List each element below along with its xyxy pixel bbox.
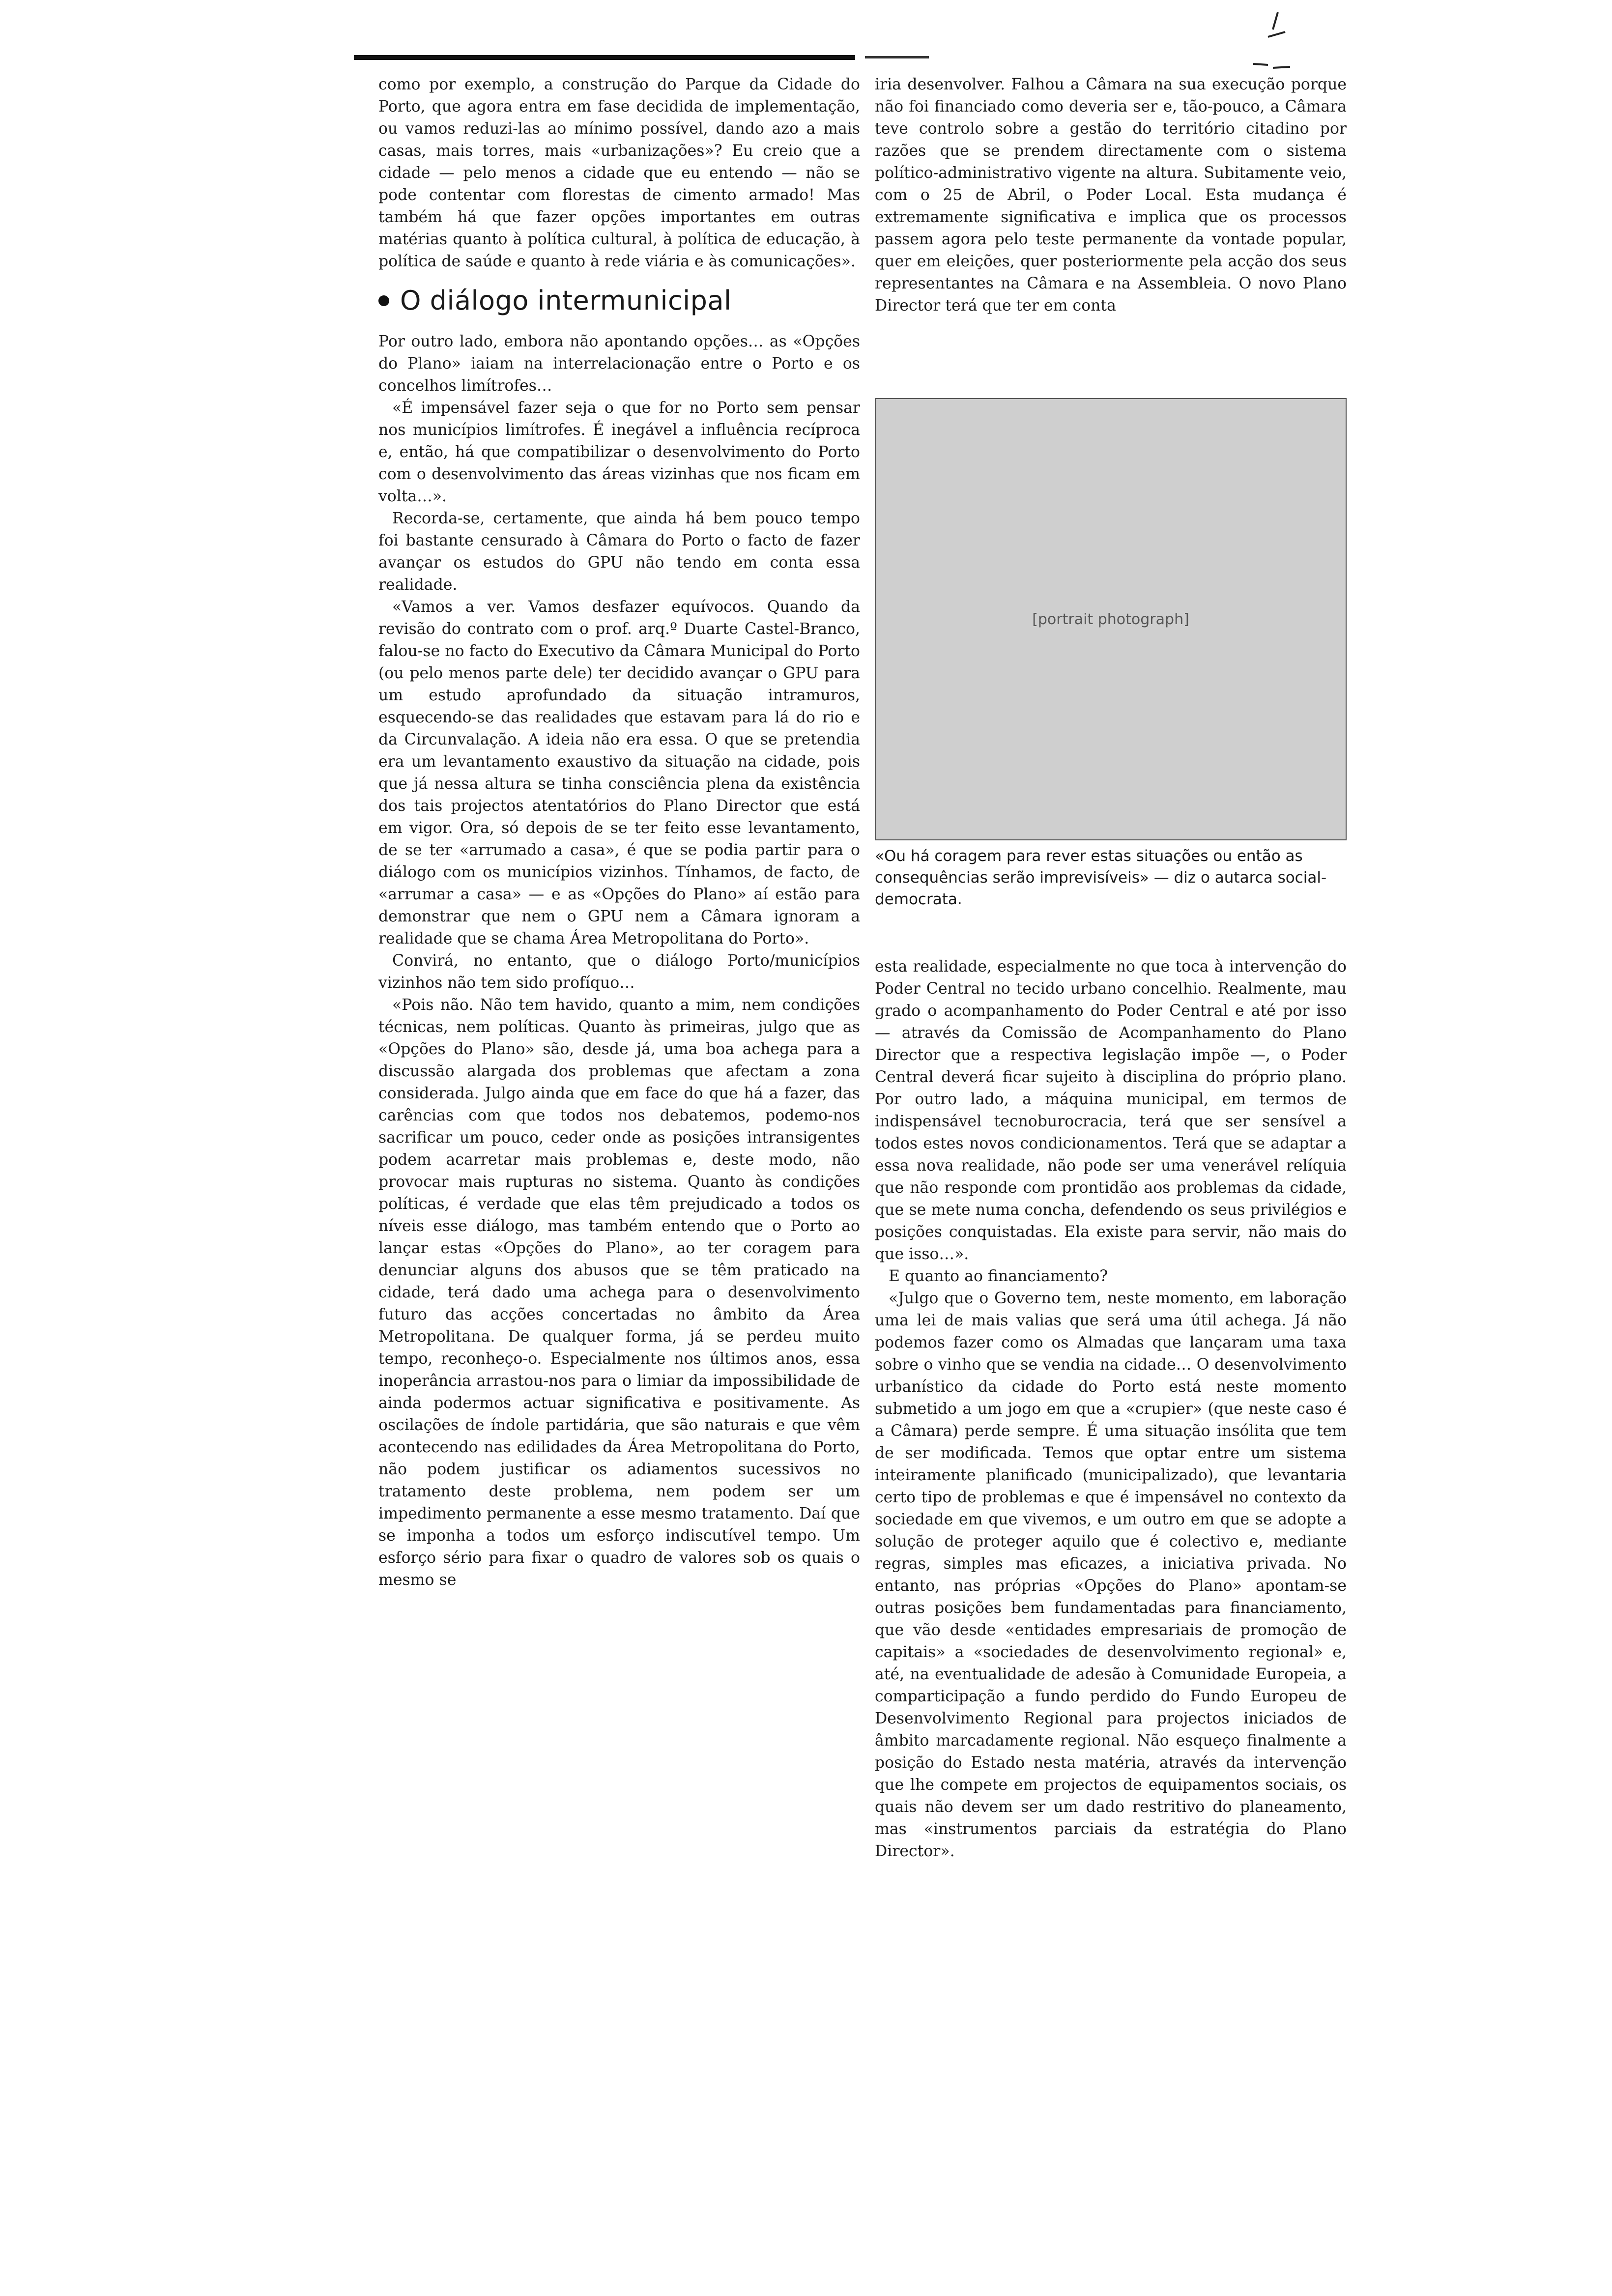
- handwritten-mark: [1238, 10, 1293, 74]
- photo-caption: «Ou há coragem para rever estas situações ou então as consequências serão imprevisíveis» — diz o autarca social-democrata.: [875, 847, 1327, 908]
- bullet-icon: [378, 295, 389, 306]
- paragraph: «Julgo que o Governo tem, neste momento, em laboração uma lei de mais valias que será uma útil achega. Já não podemos fazer como os Almadas que lançaram uma taxa sobre o vinho que se vendia na cidade… O desenvolvimento urbanístico da cidade do Porto está neste momento submetido a um jogo em que a «crupier» (que neste caso é a Câmara) perde sempre. É uma situação insólita que tem de ser modificada. Temos que optar entre um sistema inteiramente planificado (municipalizado), que levantaria certo tipo de problemas e que é impensável no contexto da sociedade em que vivemos, e um outro em que se adopte a solução de proteger aquilo que é colectivo e, mediante regras, simples mas eficazes, a iniciativa privada. No entanto, nas próprias «Opções do Plano» apontam-se outras posições bem fundamentadas para financiamento, que vão desde «entidades empresariais de promoção de capitais» a «sociedades de desenvolvimento regional» e, até, na eventualidade de adesão à Comunidade Europeia, a comparticipação a fundo perdido do Fundo Europeu de Desenvolvimento Regional para projectos iniciados de âmbito marcadamente regional. Não esqueço finalmente a posição do Estado nesta matéria, através da intervenção que lhe compete em projectos de equipamentos sociais, os quais não devem ser um dado restritivo do planeamento, mas «instrumentos parciais da estratégia do Plano Director».: [875, 1290, 1347, 1860]
- column-right-top: [875, 74, 1347, 317]
- section-subhead: [378, 286, 860, 316]
- portrait-photo: [portrait photograph]: [875, 398, 1347, 840]
- top-rule: [354, 55, 855, 60]
- paragraph: iria desenvolver. Falhou a Câmara na sua execução porque não foi financiado como deveria ser e, tão-pouco, a Câmara teve controlo sobre a gestão do território citadino por razões que se prendem directamente com o sistema político-administrativo vigente na altura. Subitamente veio, com o 25 de Abril, o Poder Local. Esta mudança é extremamente significativa e implica que os processos passem agora pelo teste permanente da vontade popular, quer em eleições, quer posteriormente pela acção dos seus representantes na Câmara e na Assembleia. O novo Plano Director terá que ter em conta: [875, 76, 1347, 315]
- paragraph: E quanto ao financiamento?: [889, 1267, 1108, 1285]
- paragraph: Por outro lado, embora não apontando opções… as «Opções do Plano» iaiam na interrelacionação entre o Porto e os concelhos limítrofes…: [378, 333, 860, 395]
- paragraph: «Pois não. Não tem havido, quanto a mim, nem condições técnicas, nem políticas. Quanto às primeiras, julgo que as «Opções do Plano» são, desde já, uma boa achega para a discussão alargada dos problemas que afectam a zona considerada. Julgo ainda que em face do que há a fazer, das carências com que todos nos debatemos, podemo-nos sacrificar um pouco, ceder onde as posições intransigentes podem acarretar mais problemas e, deste modo, não provocar mais rupturas no sistema. Quanto às condições políticas, é verdade que elas têm prejudicado a todos os níveis esse diálogo, mas também entendo que o Porto ao lançar estas «Opções do Plano», ao ter coragem para denunciar alguns dos abusos que se têm praticado na cidade, terá dado uma achega para o desenvolvimento futuro das acções concertadas no âmbito da Área Metropolitana. De qualquer forma, já se perdeu muito tempo, reconheço-o. Especialmente nos últimos anos, essa inoperância arrastou-nos para o limiar da impossibilidade de ainda podermos actuar significativa e positivamente. As oscilações de índole partidária, que são naturais e que vêm acontecendo nas edilidades da Área Metropolitana do Porto, não podem justificar os adiamentos sucessivos no tratamento deste problema, nem podem ser um impedimento permanente a esse mesmo tratamento. Daí que se imponha a todos um esforço indiscutível tempo. Um esforço sério para fixar o quadro de valores sob os quais o mesmo se: [378, 996, 860, 1589]
- paragraph: esta realidade, especialmente no que toca à intervenção do Poder Central no tecido urbano concelhio. Realmente, mau grado o acompanhamento do Poder Central e até por isso — através da Comissão de Acompanhamento do Plano Director que a respectiva legislação impõe —, o Poder Central deverá ficar sujeito à disciplina do próprio plano. Por outro lado, a máquina municipal, em termos de indispensável tecnoburocracia, terá que ser sensível a todos estes novos condicionamentos. Terá que se adaptar a essa nova realidade, não pode ser uma venerável relíquia que não responde com prontidão aos problemas da cidade, que se mete numa concha, defendendo os seus privilégios e posições conquistadas. Ela existe para servir, não mais do que isso…».: [875, 958, 1347, 1263]
- paragraph: «É impensável fazer seja o que for no Porto sem pensar nos municípios limítrofes. É inegável a influência recíproca e, então, há que compatibilizar o desenvolvimento do Porto com o desenvolvimento das áreas vizinhas que nos ficam em volta…».: [378, 399, 860, 505]
- paragraph: Recorda-se, certamente, que ainda há bem pouco tempo foi bastante censurado à Câmara do Porto o facto de fazer avançar os estudos do GPU não tendo em conta essa realidade.: [378, 510, 860, 594]
- column-right-bottom: [875, 956, 1347, 1863]
- paragraph: Convirá, no entanto, que o diálogo Porto/municípios vizinhos não tem sido profíquo…: [378, 952, 860, 992]
- lead-paragraph: como por exemplo, a construção do Parque da Cidade do Porto, que agora entra em fase decidida de implementação, ou vamos reduzi-las ao mínimo possível, dando azo a mais casas, mais torres, mais «urbanizações»? Eu creio que a cidade — pelo menos a cidade que eu entendo — não se pode contentar com florestas de cimento armado! Mas também há que fazer opções importantes em outras matérias quanto à política cultural, à política de educação, à política de saúde e quanto à rede viária e às comunicações».: [378, 76, 860, 270]
- paragraph: «Vamos a ver. Vamos desfazer equívocos. Quando da revisão do contrato com o prof. arq.º Duarte Castel-Branco, falou-se no facto do Executivo da Câmara Municipal do Porto (ou pelo menos parte dele) ter decidido avançar o GPU para um estudo aprofundado da situação intramuros, esquecendo-se das realidades que estavam para lá do rio e da Circunvalação. A ideia não era essa. O que se pretendia era um levantamento exaustivo da situação na cidade, pois que já nessa altura se tinha consciência plena da existência dos tais projectos atentatórios do Plano Director que está em vigor. Ora, só depois de se ter feito esse levantamento, de se ter «arrumado a casa», é que se podia partir para o diálogo com os municípios vizinhos. Tínhamos, de facto, de «arrumar a casa» — e as «Opções do Plano» aí estão para demonstrar que nem o GPU nem a Câmara ignoram a realidade que se chama Área Metropolitana do Porto».: [378, 598, 860, 947]
- subhead-text: O diálogo intermunicipal: [400, 285, 732, 316]
- column-left: [378, 74, 860, 1591]
- top-rule-dash: [865, 56, 929, 58]
